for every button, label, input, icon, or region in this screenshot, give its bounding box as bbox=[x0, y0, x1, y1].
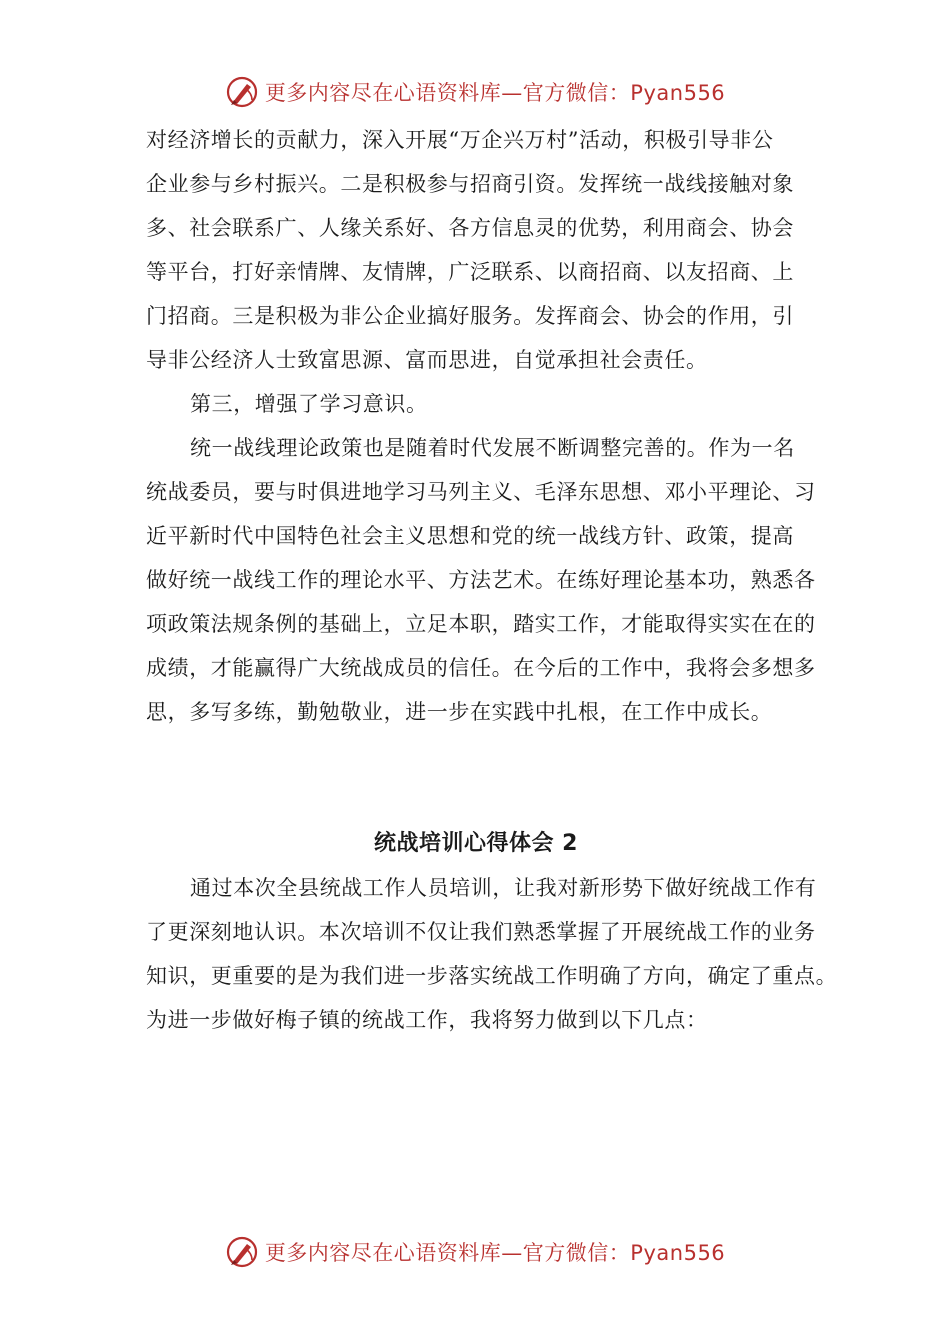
paragraph-economy bbox=[146, 118, 846, 382]
point-three-title: 第三，增强了学习意识。 bbox=[190, 392, 428, 416]
paragraph-learning bbox=[146, 426, 846, 734]
section-heading: 统战培训心得体会 2 bbox=[374, 831, 578, 856]
text-line: 企业参与乡村振兴。二是积极参与招商引资。发挥统一战线接触对象 bbox=[146, 172, 794, 196]
text-line: 通过本次全县统战工作人员培训，让我对新形势下做好统战工作有 bbox=[190, 876, 817, 900]
text-line: 了更深刻地认识。本次培训不仅让我们熟悉掌握了开展统战工作的业务 bbox=[146, 920, 816, 944]
text-line: 统战委员，要与时俱进地学习马列主义、毛泽东思想、邓小平理论、习 bbox=[146, 480, 816, 504]
text-line: 项政策法规条例的基础上，立足本职，踏实工作，才能取得实实在在的 bbox=[146, 612, 816, 636]
document-body bbox=[146, 118, 846, 1042]
text-line: 导非公经济人士致富思源、富而思进，自觉承担社会责任。 bbox=[146, 348, 708, 372]
text-line: 思，多写多练，勤勉敬业，进一步在实践中扎根，在工作中成长。 bbox=[146, 700, 773, 724]
text-line: 成绩，才能赢得广大统战成员的信任。在今后的工作中，我将会多想多 bbox=[146, 656, 816, 680]
footer-watermark-text: 更多内容尽在心语资料库—官方微信：Pyan556 bbox=[264, 1241, 726, 1265]
pen-in-circle-icon bbox=[225, 1235, 259, 1269]
section-spacer bbox=[146, 734, 846, 822]
text-line: 统一战线理论政策也是随着时代发展不断调整完善的。作为一名 bbox=[190, 436, 795, 460]
text-line: 为进一步做好梅子镇的统战工作，我将努力做到以下几点： bbox=[146, 1008, 708, 1032]
text-line: 对经济增长的贡献力，深入开展“万企兴万村”活动，积极引导非公 bbox=[146, 128, 774, 152]
pen-in-circle-icon bbox=[225, 75, 259, 109]
text-line: 门招商。三是积极为非公企业搞好服务。发挥商会、协会的作用，引 bbox=[146, 304, 794, 328]
paragraph-training bbox=[146, 866, 846, 1042]
text-line: 近平新时代中国特色社会主义思想和党的统一战线方针、政策，提高 bbox=[146, 524, 794, 548]
footer-watermark bbox=[0, 1232, 950, 1272]
text-line: 做好统一战线工作的理论水平、方法艺术。在练好理论基本功，熟悉各 bbox=[146, 568, 816, 592]
text-line: 等平台，打好亲情牌、友情牌，广泛联系、以商招商、以友招商、上 bbox=[146, 260, 794, 284]
text-line: 知识，更重要的是为我们进一步落实统战工作明确了方向，确定了重点。 bbox=[146, 964, 838, 988]
header-watermark bbox=[0, 72, 950, 112]
header-watermark-text: 更多内容尽在心语资料库—官方微信：Pyan556 bbox=[264, 81, 726, 105]
text-line: 多、社会联系广、人缘关系好、各方信息灵的优势，利用商会、协会 bbox=[146, 216, 794, 240]
